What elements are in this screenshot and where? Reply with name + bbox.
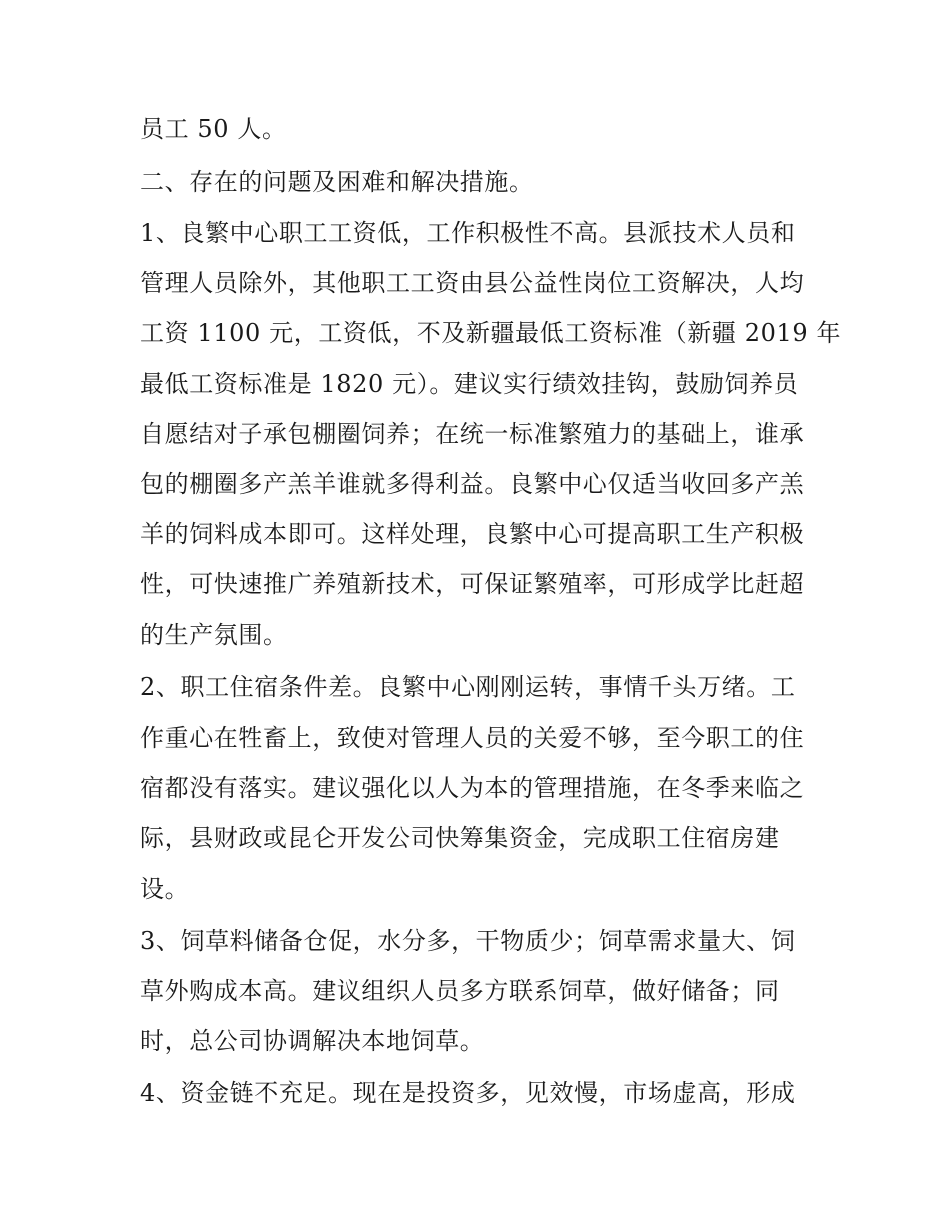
- text-line: 性，可快速推广养殖新技术，可保证繁殖率，可形成学比赶超: [140, 570, 805, 598]
- text-line: 3、饲草料储备仓促，水分多，干物质少；饲草需求量大、饲: [140, 927, 796, 955]
- text-line: 最低工资标准是 1820 元）。建议实行绩效挂钩，鼓励饲养员: [140, 370, 799, 398]
- text-line: 2、职工住宿条件差。良繁中心刚刚运转，事情千头万绪。工: [140, 673, 796, 701]
- text-line: 作重心在牲畜上，致使对管理人员的关爱不够，至今职工的住: [140, 724, 805, 752]
- text-line: 4、资金链不充足。现在是投资多，见效慢，市场虚高，形成: [140, 1079, 796, 1107]
- text-line: 工资 1100 元，工资低，不及新疆最低工资标准（新疆 2019 年: [140, 319, 842, 347]
- text-line: 际，县财政或昆仑开发公司快筹集资金，完成职工住宿房建: [140, 824, 780, 852]
- text-line: 的生产氛围。: [140, 621, 288, 649]
- section-heading: 二、存在的问题及困难和解决措施。: [140, 168, 534, 196]
- text-line: 时，总公司协调解决本地饲草。: [140, 1027, 485, 1055]
- text-line: 宿都没有落实。建议强化以人为本的管理措施，在冬季来临之: [140, 774, 805, 802]
- text-line: 员工 50 人。: [140, 115, 287, 143]
- text-line: 自愿结对子承包棚圈饲养；在统一标准繁殖力的基础上，谁承: [140, 420, 805, 448]
- text-line: 1、良繁中心职工工资低，工作积极性不高。县派技术人员和: [140, 219, 796, 247]
- text-line: 包的棚圈多产羔羊谁就多得利益。良繁中心仅适当收回多产羔: [140, 470, 805, 498]
- text-line: 羊的饲料成本即可。这样处理，良繁中心可提高职工生产积极: [140, 520, 805, 548]
- text-line: 草外购成本高。建议组织人员多方联系饲草，做好储备；同: [140, 977, 780, 1005]
- text-line: 管理人员除外，其他职工工资由县公益性岗位工资解决，人均: [140, 269, 805, 297]
- text-line: 设。: [140, 875, 190, 903]
